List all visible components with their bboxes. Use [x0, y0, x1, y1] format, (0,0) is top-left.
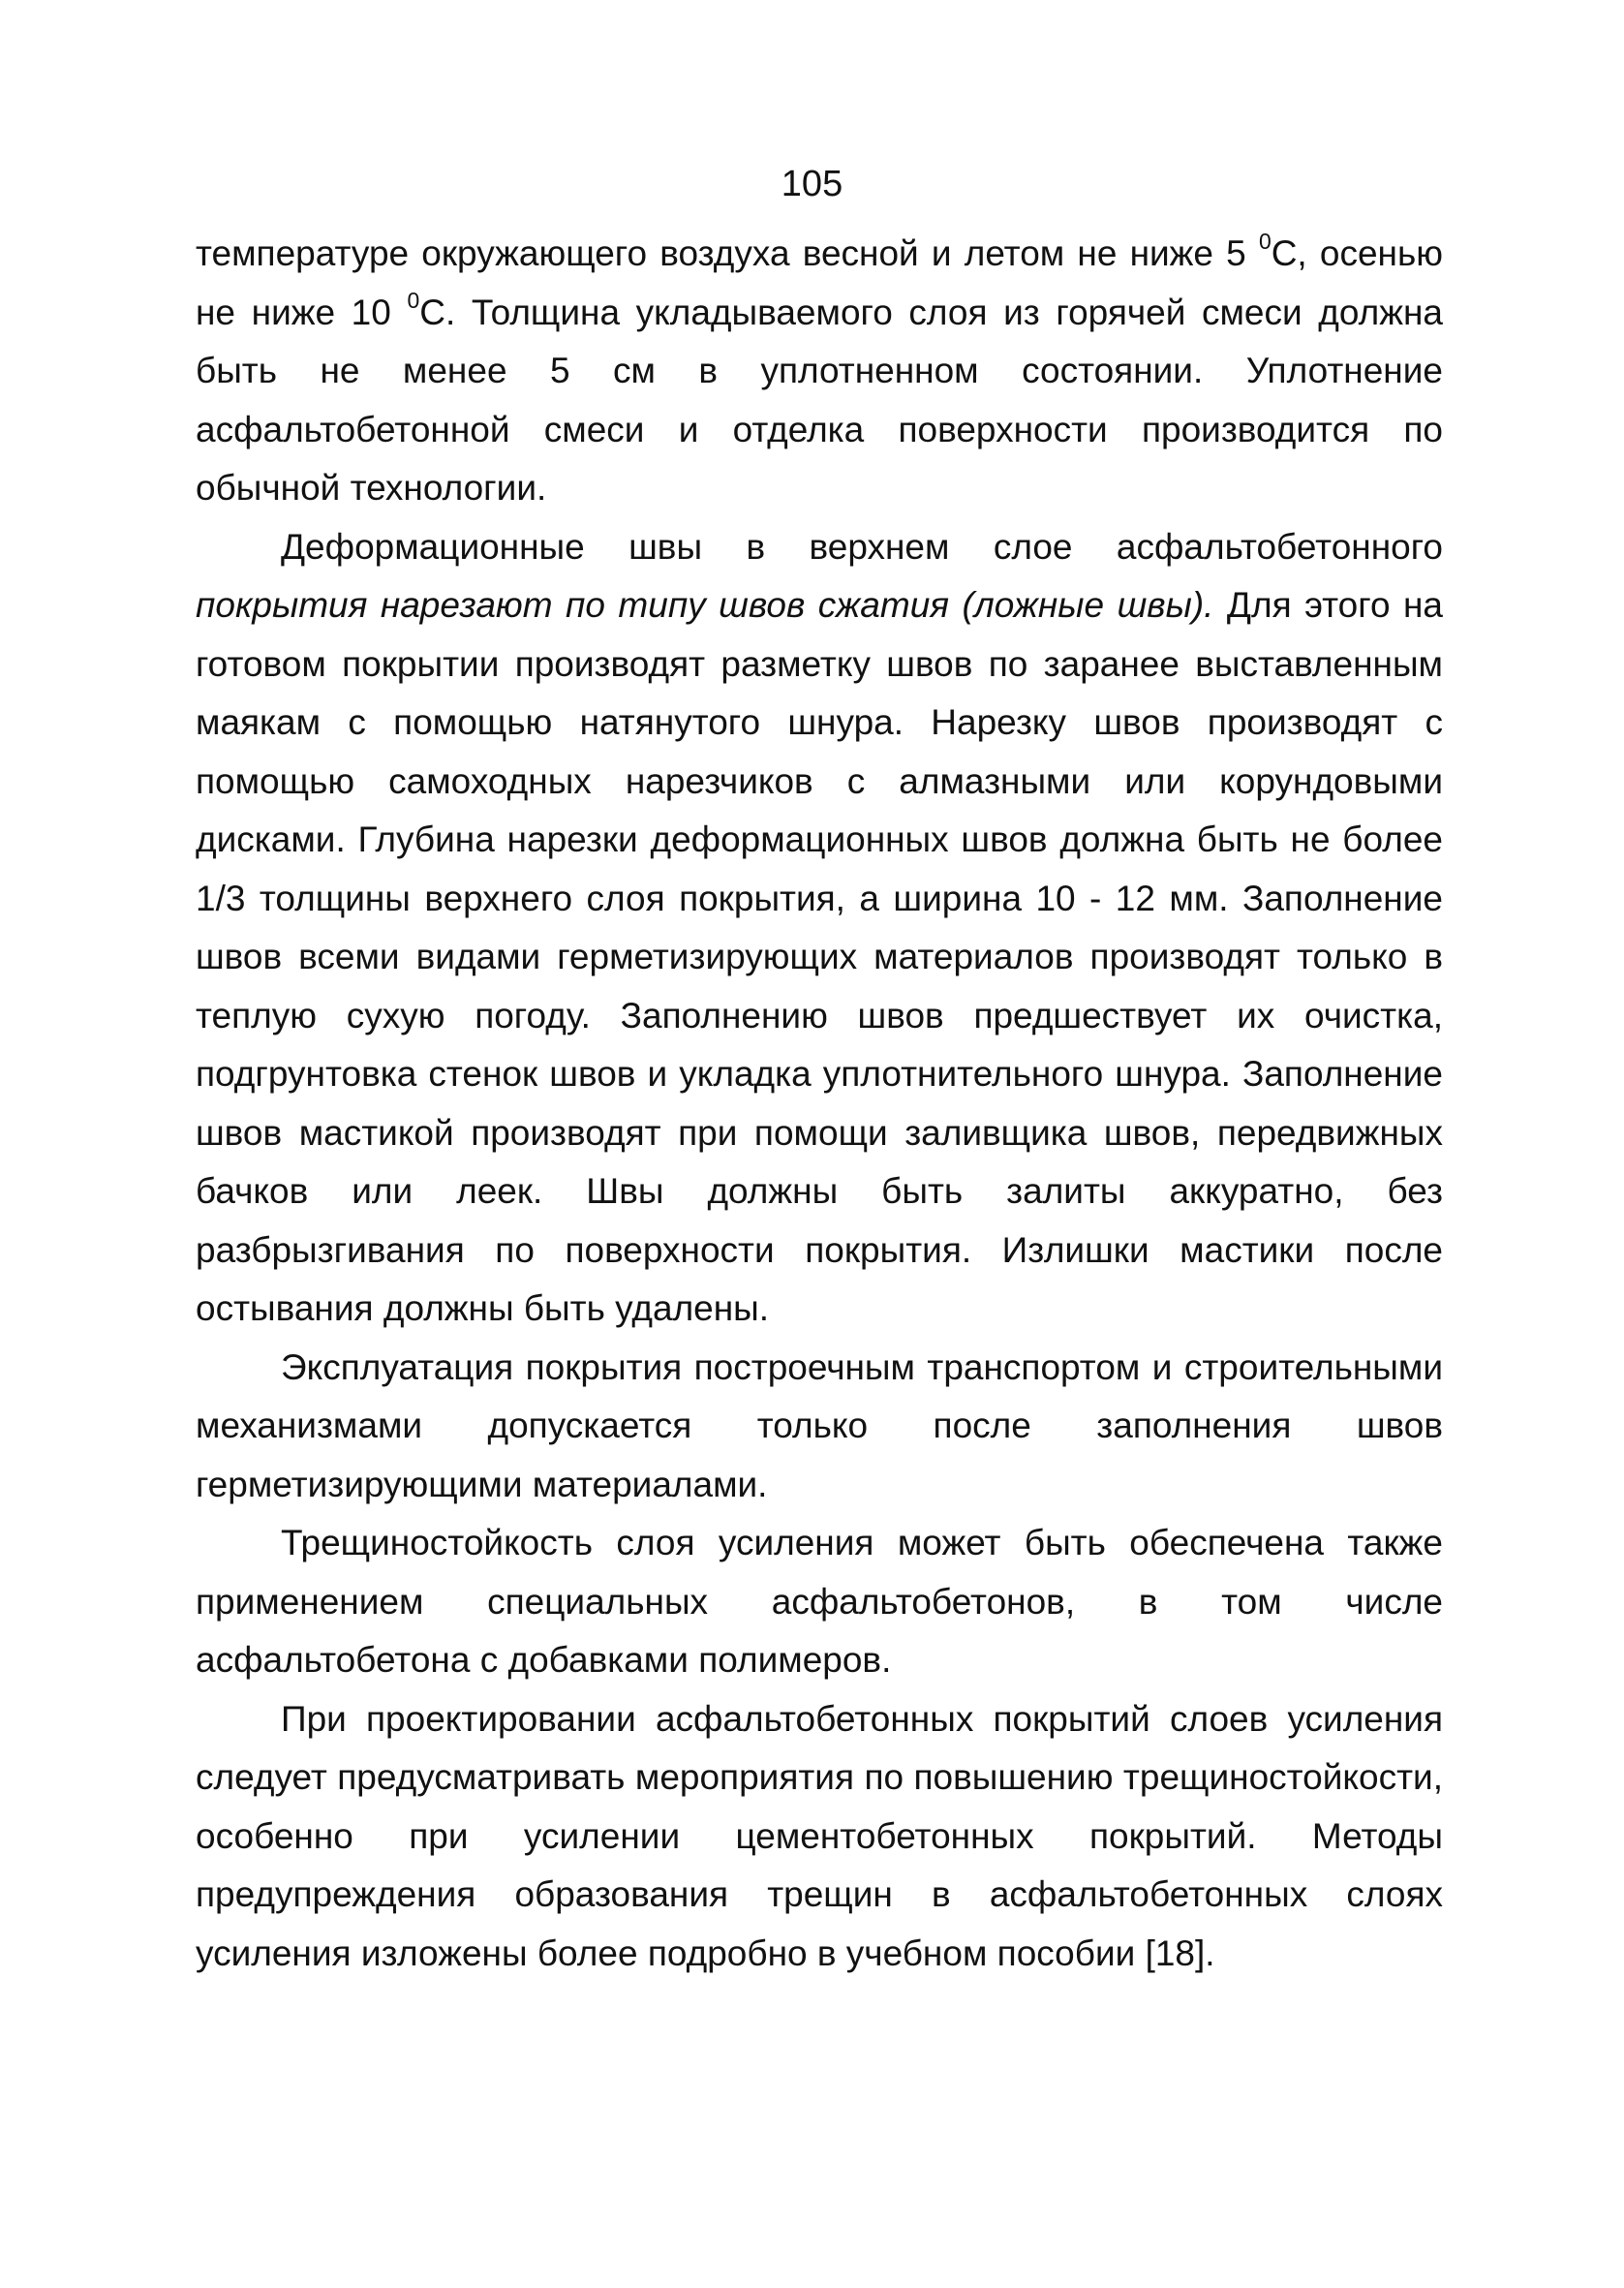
- page-number: 105: [781, 164, 843, 204]
- paragraph-crack-resistance: Трещиностойкость слоя усиления может быть обеспечена также применением специальных асфальтобетонов, в том числе асфальтобетона с добавками полимеров.: [196, 1523, 1443, 1680]
- body-text: [196, 225, 1443, 1983]
- text-span: температуре окружающего воздуха весной и летом не ниже 5: [196, 233, 1259, 273]
- paragraph-deformation-joints: [196, 518, 1443, 1339]
- paragraph-continuation: [196, 225, 1443, 518]
- text-span: Деформационные швы в верхнем слое асфальтобетонного: [281, 526, 1443, 567]
- text-span: С, осенью не ниже 10: [196, 233, 1443, 332]
- italic-text: покрытия нарезают по типу швов сжатия (ложные швы).: [196, 585, 1214, 625]
- degree-superscript: 0: [1258, 228, 1272, 254]
- paragraph-operation: Эксплуатация покрытия построечным транспортом и строительными механизмами допускается только после заполнения швов герметизирующими материалами.: [196, 1346, 1443, 1504]
- text-span: С. Толщина укладываемого слоя из горячей смеси должна быть не менее 5 см в уплотненном состоянии. Уплотнение асфальтобетонной смеси и отделка поверхности производится по обычной технологии.: [196, 292, 1444, 508]
- text-span: Для этого на готовом покрытии производят разметку швов по заранее выставленным маякам с помощью натянутого шнура. Нарезку швов производят с помощью самоходных нарезчиков с алмазными или корундовыми дисками. Глубина нарезки деформационных швов должна быть не более 1/3 толщины верхнего слоя покрытия, а ширина 10 - 12 мм. Заполнение швов всеми видами герметизирующих материалов производят только в теплую сухую погоду. Заполнению швов предшествует их очистка, подгрунтовка стенок швов и укладка уплотнительного шнура. Заполнение швов мастикой производят при помощи заливщика швов, передвижных бачков или леек. Швы должны быть залиты аккуратно, без разбрызгивания по поверхности покрытия. Излишки мастики после остывания должны быть удалены.: [196, 585, 1444, 1328]
- paragraph-design: При проектировании асфальтобетонных покрытий слоев усиления следует предусматривать мероприятия по повышению трещиностойкости, особенно при усилении цементобетонных покрытий. Методы предупреждения образования трещин в асфальтобетонных слоях усиления изложены более подробно в учебном пособии [18].: [196, 1698, 1443, 1973]
- degree-superscript: 0: [407, 287, 420, 313]
